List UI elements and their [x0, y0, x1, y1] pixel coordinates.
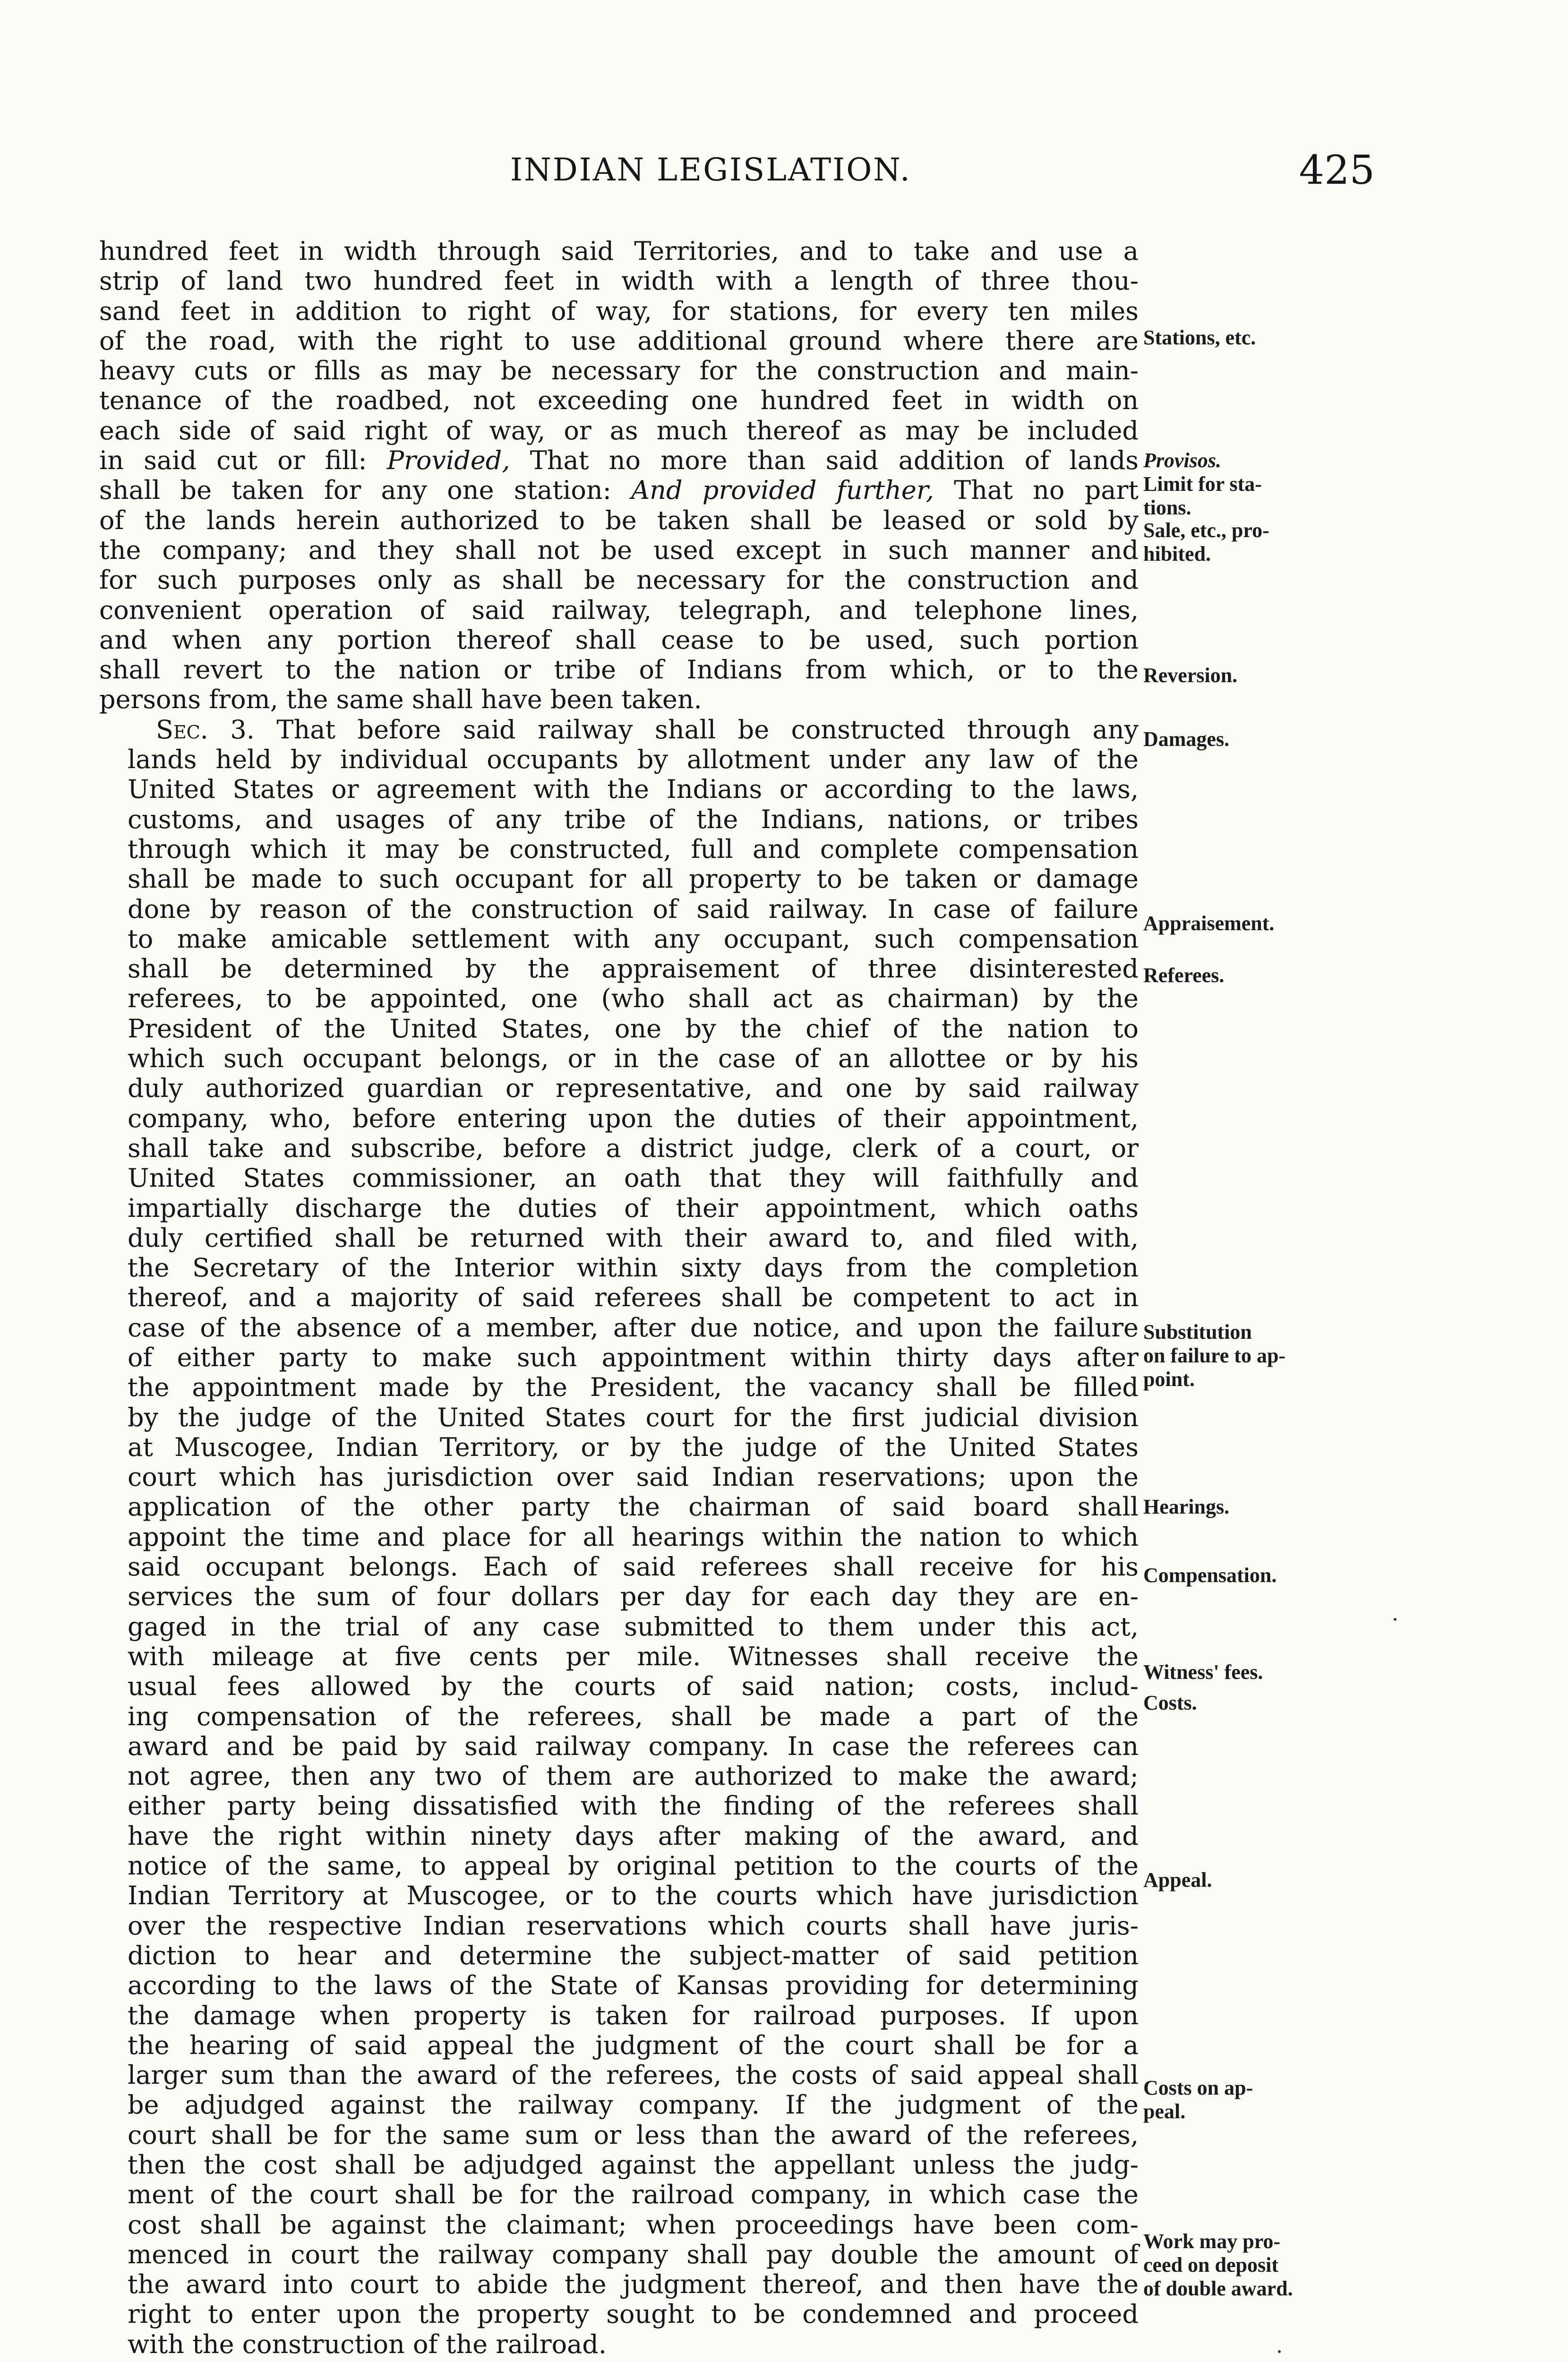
text-line: through which it may be constructed, full and complete compensation: [128, 834, 1139, 864]
text-line: President of the United States, one by the chief of the nation to: [128, 1013, 1139, 1044]
margin-note-appeal: Appeal.: [1143, 1868, 1212, 1891]
proviso-keyword: Provided,: [386, 445, 510, 476]
text-line: [99, 475, 1139, 505]
text-line: tenance of the roadbed, not exceeding one hundred feet in width on: [99, 385, 1139, 416]
text-line: hundred feet in width through said Territories, and to take and use a: [99, 236, 1139, 266]
margin-note-reversion: Reversion.: [1143, 664, 1238, 687]
text-line: appoint the time and place for all hearings within the nation to which: [128, 1522, 1139, 1552]
text-line: cost shall be against the claimant; when proceedings have been com-: [128, 2209, 1139, 2240]
margin-note-sale-line1: Sale, etc., pro-: [1143, 519, 1269, 542]
text-line: the appointment made by the President, the vacancy shall be filled: [128, 1372, 1139, 1403]
text-line: diction to hear and determine the subject-matter of said petition: [128, 1940, 1139, 1970]
text-line: United States commissioner, an oath that they will faithfully and: [128, 1163, 1139, 1193]
text-line: shall be made to such occupant for all property to be taken or damage: [128, 864, 1139, 894]
margin-note-work-line3: of double award.: [1143, 2277, 1293, 2300]
text-line: at Muscogee, Indian Territory, or by the judge of the United States: [128, 1432, 1139, 1462]
text-line: sand feet in addition to right of way, for stations, for every ten miles: [99, 296, 1139, 326]
text-line: the award into court to abide the judgment thereof, and then have the: [128, 2269, 1139, 2300]
text-line: court shall be for the same sum or less than the award of the referees,: [128, 2120, 1139, 2150]
margin-note-costs: Costs.: [1143, 1691, 1197, 1714]
text-line: either party being dissatisfied with the finding of the referees shall: [128, 1791, 1139, 1821]
paragraph-sec3: [99, 715, 1139, 2359]
margin-note-limit-line1: Limit for sta-: [1143, 472, 1262, 496]
text-line: notice of the same, to appeal by original petition to the courts of the: [128, 1851, 1139, 1881]
margin-note-compensation: Compensation.: [1143, 1564, 1277, 1587]
text-line: strip of land two hundred feet in width with a length of three thou-: [99, 266, 1139, 296]
section-label: Sec. 3.: [156, 714, 255, 745]
text-run: That no more than said addition of lands: [510, 445, 1139, 476]
margin-note-costs-appeal-line1: Costs on ap-: [1143, 2076, 1253, 2099]
text-line: be adjudged against the railway company. If the judgment of the: [128, 2090, 1139, 2120]
text-line: thereof, and a majority of said referees shall be competent to act in: [128, 1283, 1139, 1313]
text-line: right to enter upon the property sought to be condemned and proceed: [128, 2299, 1139, 2329]
margin-note-substitution-line1: Substitution: [1143, 1320, 1252, 1344]
text-line: case of the absence of a member, after due notice, and upon the failure: [128, 1312, 1139, 1343]
margin-note-provisos: [1143, 449, 1361, 520]
text-line: with the construction of the railroad.: [128, 2329, 607, 2359]
text-line: each side of said right of way, or as much thereof as may be included: [99, 415, 1139, 445]
margin-note-appraisement: Appraisement.: [1143, 912, 1275, 935]
text-line: duly authorized guardian or representative, and one by said railway: [128, 1073, 1139, 1104]
text-line: by the judge of the United States court for the first judicial division: [128, 1402, 1139, 1432]
text-line: heavy cuts or fills as may be necessary for the construction and main-: [99, 356, 1139, 386]
text-run: That no part: [934, 475, 1139, 505]
text-line: ment of the court shall be for the railroad company, in which case the: [128, 2180, 1139, 2210]
text-line: and when any portion thereof shall cease to be used, such portion: [99, 625, 1139, 655]
text-line: the damage when property is taken for railroad purposes. If upon: [128, 2000, 1139, 2030]
text-line: award and be paid by said railway company. In case the referees can: [128, 1731, 1139, 1761]
text-line: persons from, the same shall have been taken.: [99, 685, 702, 715]
paragraph-sec2-continuation: [99, 236, 1139, 715]
text-line: convenient operation of said railway, telegraph, and telephone lines,: [99, 595, 1139, 625]
text-run: shall be taken for any one station:: [99, 475, 632, 505]
text-line: customs, and usages of any tribe of the Indians, nations, or tribes: [128, 804, 1139, 834]
text-line: gaged in the trial of any case submitted to them under this act,: [128, 1611, 1139, 1642]
text-line: [99, 445, 1139, 475]
text-line: not agree, then any two of them are authorized to make the award;: [128, 1761, 1139, 1791]
text-line: services the sum of four dollars per day for each day they are en-: [128, 1582, 1139, 1612]
margin-note-work-may-proceed: [1143, 2230, 1361, 2301]
margin-note-sale: [1143, 519, 1361, 566]
text-line: [99, 715, 1139, 745]
running-header: [496, 142, 1394, 198]
text-line: over the respective Indian reservations which courts shall have juris-: [128, 1910, 1139, 1941]
text-line: of either party to make such appointment within thirty days after: [128, 1342, 1139, 1372]
text-line: then the cost shall be adjudged against the appellant unless the judg-: [128, 2150, 1139, 2180]
margin-note-substitution: [1143, 1320, 1361, 1391]
text-line: impartially discharge the duties of their appointment, which oaths: [128, 1193, 1139, 1223]
margin-note-damages: Damages.: [1143, 727, 1230, 751]
text-line: company, who, before entering upon the duties of their appointment,: [128, 1103, 1139, 1133]
body-text: [99, 236, 1139, 2359]
text-line: duly certified shall be returned with their award to, and filed with,: [128, 1223, 1139, 1253]
margin-note-provisos-heading: Provisos.: [1143, 449, 1221, 472]
text-line: application of the other party the chairman of said board shall: [128, 1492, 1139, 1522]
print-speck: [1278, 2350, 1281, 2353]
text-line: for such purposes only as shall be necessary for the construction and: [99, 565, 1139, 595]
text-line: the company; and they shall not be used except in such manner and: [99, 535, 1139, 565]
text-line: with mileage at five cents per mile. Witnesses shall receive the: [128, 1641, 1139, 1671]
text-line: of the lands herein authorized to be taken shall be leased or sold by: [99, 505, 1139, 535]
text-line: court which has jurisdiction over said Indian reservations; upon the: [128, 1462, 1139, 1492]
proviso-keyword: And provided further,: [631, 475, 934, 505]
text-line: shall revert to the nation or tribe of Indians from which, or to the: [99, 655, 1139, 685]
text-line: referees, to be appointed, one (who shall act as chairman) by the: [128, 984, 1139, 1014]
margin-note-referees: Referees.: [1143, 964, 1225, 987]
text-line: shall take and subscribe, before a district judge, clerk of a court, or: [128, 1133, 1139, 1163]
text-run: in said cut or fill:: [99, 445, 387, 476]
text-line: ing compensation of the referees, shall be made a part of the: [128, 1701, 1139, 1731]
margin-note-work-line1: Work may pro-: [1143, 2230, 1281, 2253]
text-line: menced in court the railway company shall pay double the amount of: [128, 2239, 1139, 2269]
margin-note-witness-fees: Witness' fees.: [1143, 1660, 1263, 1684]
text-line: the hearing of said appeal the judgment of the court shall be for a: [128, 2030, 1139, 2060]
text-line: of the road, with the right to use additional ground where there are: [99, 325, 1139, 356]
margin-note-limit-line2: tions.: [1143, 496, 1191, 519]
margin-note-hearings: Hearings.: [1143, 1495, 1230, 1518]
text-line: done by reason of the construction of said railway. In case of failure: [128, 894, 1139, 924]
margin-note-substitution-line3: point.: [1143, 1368, 1195, 1391]
text-run: That before said railway shall be constructed through any: [254, 714, 1139, 745]
text-line: said occupant belongs. Each of said referees shall receive for his: [128, 1552, 1139, 1582]
text-line: which such occupant belongs, or in the case of an allottee or by his: [128, 1044, 1139, 1074]
text-line: the Secretary of the Interior within sixty days from the completion: [128, 1253, 1139, 1283]
text-line: larger sum than the award of the referees, the costs of said appeal shall: [128, 2060, 1139, 2090]
text-line: United States or agreement with the Indians or according to the laws,: [128, 774, 1139, 804]
header-title: INDIAN LEGISLATION.: [510, 152, 911, 188]
text-line: shall be determined by the appraisement of three disinterested: [128, 954, 1139, 984]
text-line: usual fees allowed by the courts of said nation; costs, includ-: [128, 1671, 1139, 1702]
text-line: according to the laws of the State of Kansas providing for determining: [128, 1970, 1139, 2001]
margin-note-stations: Stations, etc.: [1143, 326, 1256, 349]
margin-note-sale-line2: hibited.: [1143, 542, 1211, 565]
text-line: have the right within ninety days after making of the award, and: [128, 1821, 1139, 1851]
print-speck: [1394, 1618, 1397, 1621]
margin-note-substitution-line2: on failure to ap-: [1143, 1344, 1286, 1367]
margin-note-costs-appeal-line2: peal.: [1143, 2100, 1186, 2123]
margin-note-costs-on-appeal: [1143, 2076, 1361, 2123]
text-line: Indian Territory at Muscogee, or to the courts which have jurisdiction: [128, 1881, 1139, 1911]
page-number: 425: [1299, 147, 1375, 193]
margin-note-work-line2: ceed on deposit: [1143, 2253, 1278, 2276]
text-line: to make amicable settlement with any occupant, such compensation: [128, 924, 1139, 954]
text-line: lands held by individual occupants by allotment under any law of the: [128, 745, 1139, 775]
